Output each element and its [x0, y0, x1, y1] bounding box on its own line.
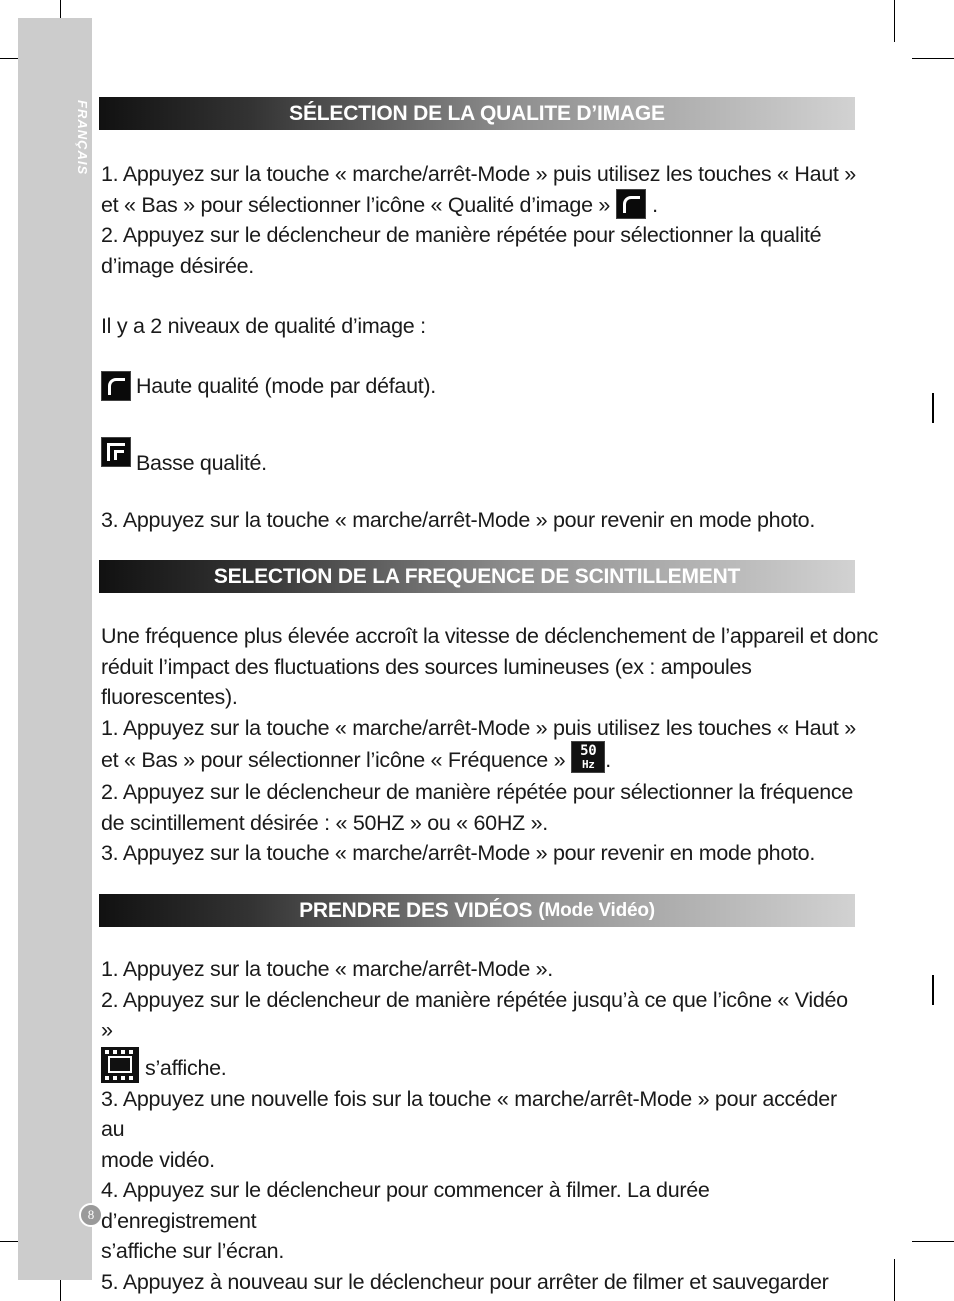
intro-line-2: réduit l’impact des fluctuations des sources lumineuses (ex : ampoules	[101, 654, 752, 679]
intro-line-3: fluorescentes).	[101, 685, 238, 709]
step-4-line-1: 4. Appuyez sur le déclencheur pour commencer à filmer. La durée d’enregistrement	[101, 1178, 710, 1233]
step-1: 1. Appuyez sur la touche « marche/arrêt-Mode ».	[101, 957, 553, 981]
step-2-line-2: de scintillement désirée : « 50HZ » ou « 60HZ ».	[101, 810, 548, 835]
language-label: FRANÇAIS	[75, 100, 90, 176]
step-2-line-2: d’image désirée.	[101, 253, 254, 278]
section-header-flicker-frequency	[99, 560, 855, 593]
step-2-line-2: s’affiche.	[101, 1046, 861, 1084]
video-steps	[101, 954, 861, 1297]
crop-mark	[912, 1241, 954, 1242]
level-low: Basse qualité.	[101, 436, 861, 467]
registration-mark	[932, 393, 934, 423]
side-tab	[18, 18, 92, 1280]
step-1-line-1: 1. Appuyez sur la touche « marche/arrêt-Mode » puis utilisez les touches « Haut »	[101, 715, 856, 740]
crop-mark	[894, 0, 895, 42]
step-2-line-1: 2. Appuyez sur le déclencheur de manière répétée jusqu’à ce que l’icône « Vidéo »	[101, 987, 848, 1042]
image-quality-icon	[616, 189, 646, 219]
step-1-line-2: et « Bas » pour sélectionner l’icône « Fréquence » 50 Hz .	[101, 743, 611, 772]
section-title: SÉLECTION DE LA QUALITE D’IMAGE	[289, 101, 665, 125]
step-1-line-1: 1. Appuyez sur la touche « marche/arrêt-Mode » puis utilisez les touches « Haut »	[101, 162, 856, 186]
section-header-video	[99, 894, 855, 927]
page-number: 8	[79, 1203, 103, 1227]
video-icon	[101, 1047, 139, 1083]
crop-mark	[912, 58, 954, 59]
section-title: SELECTION DE LA FREQUENCE DE SCINTILLEMENT	[213, 564, 741, 588]
step-3-line-2: mode vidéo.	[101, 1147, 215, 1172]
frequency-icon: 50 Hz	[571, 741, 605, 773]
step-2-line-1: 2. Appuyez sur le déclencheur de manière répétée pour sélectionner la qualité	[101, 223, 822, 247]
intro-line-1: Une fréquence plus élevée accroît la vitesse de déclenchement de l’appareil et donc	[101, 624, 879, 648]
image-quality-step-3: 3. Appuyez sur la touche « marche/arrêt-Mode » pour revenir en mode photo.	[101, 508, 815, 532]
high-quality-icon	[101, 371, 131, 401]
step-4-line-2: s’affiche sur l’écran.	[101, 1239, 285, 1263]
level-high: Haute qualité (mode par défaut).	[101, 371, 861, 402]
low-quality-icon	[101, 437, 131, 467]
step-1-line-2: et « Bas » pour sélectionner l’icône « Qualité d’image » .	[101, 190, 861, 221]
section-title: PRENDRE DES VIDÉOS	[299, 898, 533, 922]
section-subtitle: (Mode Vidéo)	[538, 899, 655, 921]
step-2-line-1: 2. Appuyez sur le déclencheur de manière répétée pour sélectionner la fréquence	[101, 780, 853, 804]
levels-intro: Il y a 2 niveaux de qualité d’image :	[101, 314, 426, 338]
flicker-frequency-text	[101, 621, 879, 869]
step-5: 5. Appuyez à nouveau sur le déclencheur pour arrêter de filmer et sauvegarder	[101, 1269, 829, 1294]
registration-mark	[932, 975, 934, 1005]
crop-mark	[894, 1259, 895, 1301]
step-3: 3. Appuyez sur la touche « marche/arrêt-Mode » pour revenir en mode photo.	[101, 841, 815, 865]
section-header-image-quality	[99, 97, 855, 130]
image-quality-steps	[101, 159, 861, 281]
step-3-line-1: 3. Appuyez une nouvelle fois sur la touche « marche/arrêt-Mode » pour accéder au	[101, 1086, 837, 1141]
